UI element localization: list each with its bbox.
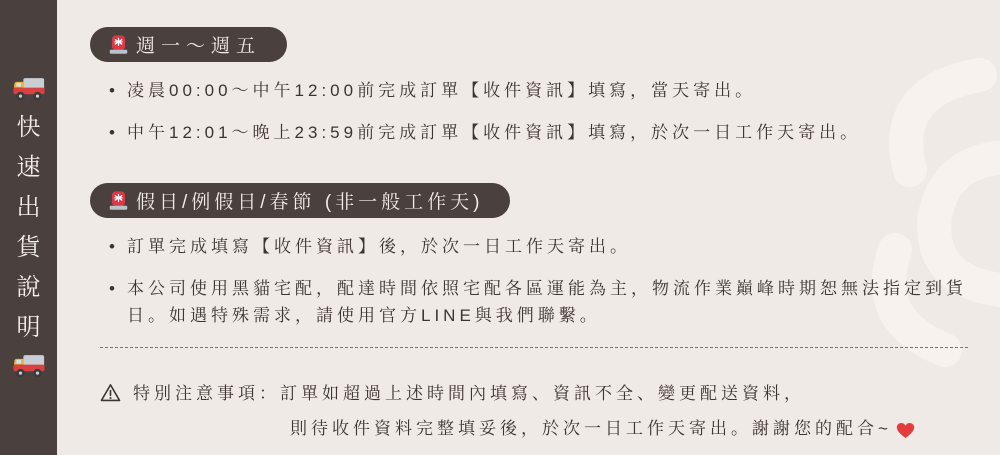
special-notice [90, 380, 978, 442]
siren-icon [108, 34, 129, 55]
sidebar-title-char: 貨 [16, 234, 41, 261]
delivery-truck-icon [12, 76, 46, 102]
shipping-info-content [90, 0, 978, 442]
bullet-dot: • [109, 81, 115, 100]
notice-text-1: 特別注意事項：訂單如超過上述時間內填寫、資訊不全、變更配送資料， [133, 384, 805, 403]
sidebar-title-char: 說 [16, 274, 41, 301]
sidebar-title-char: 明 [16, 314, 41, 341]
bullet-dot: • [109, 237, 115, 256]
warning-icon [100, 383, 121, 402]
red-heart-icon [896, 422, 915, 439]
list-item: • 中午12:01～晚上23:59前完成訂單【收件資訊】填寫，於次一日工作天寄出。 [127, 119, 978, 146]
dotted-divider [100, 347, 968, 348]
weekday-section-header [90, 27, 287, 62]
weekday-bullet-list [90, 77, 978, 146]
delivery-truck-icon [12, 353, 46, 379]
sidebar-title-char: 出 [16, 194, 41, 221]
list-item: • 本公司使用黑貓宅配，配達時間依照宅配各區運能為主，物流作業巔峰時期恕無法指定到貨日。如遇特殊需求，請使用官方LINE與我們聯繫。 [127, 275, 978, 329]
sidebar-title-char: 快 [16, 114, 41, 141]
list-item: • 凌晨00:00～中午12:00前完成訂單【收件資訊】填寫，當天寄出。 [127, 77, 978, 104]
holiday-section-title: 假日/例假日/春節 (非一般工作天) [136, 191, 484, 213]
siren-icon [108, 190, 129, 211]
notice-line-2 [290, 415, 978, 442]
holiday-section-header [90, 183, 510, 218]
list-item: • 訂單完成填寫【收件資訊】後，於次一日工作天寄出。 [127, 233, 978, 260]
weekday-section-title: 週一～週五 [136, 35, 262, 57]
notice-line-1 [100, 380, 978, 407]
sidebar-fast-shipping-banner [0, 0, 57, 455]
holiday-bullet-list [90, 233, 978, 329]
sidebar-title-char: 速 [16, 154, 41, 181]
bullet-dot: • [109, 123, 115, 142]
notice-text-2: 則待收件資料完整填妥後，於次一日工作天寄出。謝謝您的配合~ [290, 419, 892, 438]
bullet-dot: • [109, 279, 115, 298]
